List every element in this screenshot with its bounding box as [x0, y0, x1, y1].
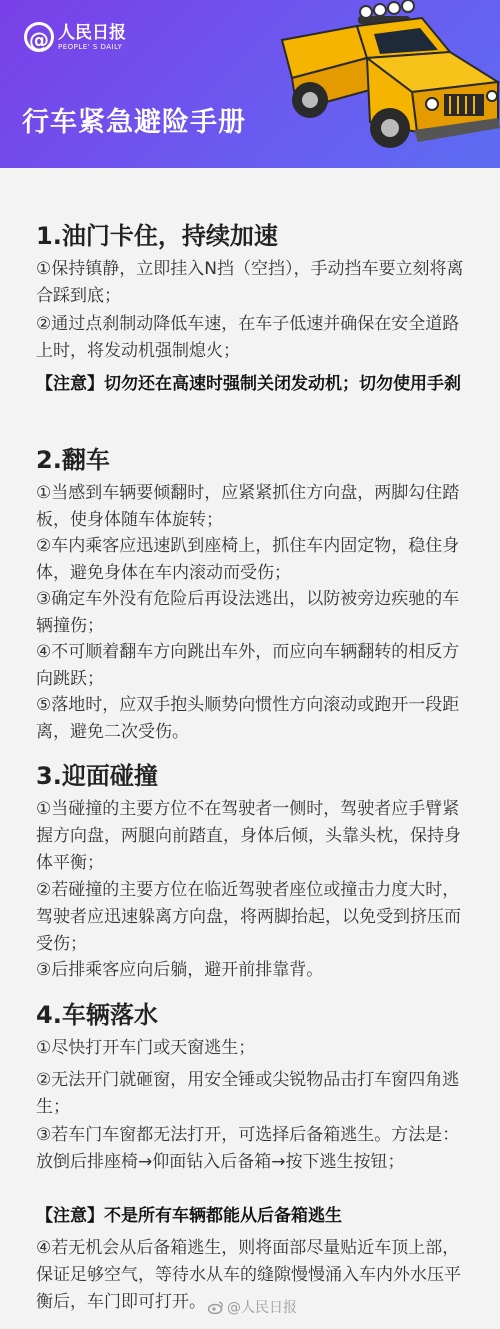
logo-name: 人民日报	[58, 22, 126, 43]
list-item: ②无法开门就砸窗，用安全锤或尖锐物品击打车窗四角逃生；	[36, 1070, 460, 1117]
list-item: ③确定车外没有危险后再设法逃出，以防被旁边疾驰的车辆撞伤；	[36, 589, 460, 636]
list-item: ②通过点刹制动降低车速，在车子低速并确保在安全道路上时，将发动机强制熄火；	[36, 314, 460, 361]
at-icon: @	[24, 22, 54, 52]
list-item: ⑤落地时，应双手抱头顺势向惯性方向滚动或跑开一段距离，避免二次受伤。	[36, 695, 460, 742]
warning-note: 【注意】切勿还在高速时强制关闭发动机；切勿使用手刹	[36, 374, 461, 394]
section-title: 2.翻车	[36, 446, 110, 474]
section-title: 4.车辆落水	[36, 1001, 158, 1029]
header-banner	[0, 0, 500, 168]
list-item: ②若碰撞的主要方位在临近驾驶者座位或撞击力度大时，驾驶者应迅速躲离方向盘，将两脚抬起，以免受到挤压而受伤；	[36, 880, 461, 954]
list-item: ①保持镇静，立即挂入N挡（空挡），手动挡车要立刻将离合踩到底；	[36, 259, 464, 306]
list-item: ③后排乘客应向后躺，避开前排靠背。	[36, 960, 324, 980]
list-item: ①尽快打开车门或天窗逃生；	[36, 1038, 256, 1058]
section-title: 1.油门卡住，持续加速	[36, 222, 278, 250]
peoples-daily-logo	[24, 22, 126, 52]
page-title: 行车紧急避险手册	[22, 107, 246, 138]
pickup-truck-icon	[262, 0, 500, 158]
list-item: ①当碰撞的主要方位不在驾驶者一侧时，驾驶者应手臂紧握方向盘，两腿向前踏直，身体后倾，头靠头枕，保持身体平衡；	[36, 799, 461, 873]
list-item: ②车内乘客应迅速趴到座椅上，抓住车内固定物，稳住身体，避免身体在车内滚动而受伤；	[36, 536, 460, 583]
weibo-watermark	[208, 1297, 297, 1317]
weibo-icon	[208, 1301, 224, 1314]
logo-english: PEOPLE' S DAILY	[58, 42, 123, 51]
list-item: ③若车门车窗都无法打开，可选择后备箱逃生。方法是：放倒后排座椅→仰面钻入后备箱→按下逃生按钮；	[36, 1125, 460, 1172]
list-item: ①当感到车辆要倾翻时，应紧紧抓住方向盘，两脚勾住踏板，使身体随车体旋转；	[36, 483, 460, 530]
warning-note: 【注意】不是所有车辆都能从后备箱逃生	[36, 1206, 342, 1226]
list-item: ④不可顺着翻车方向跳出车外，而应向车辆翻转的相反方向跳跃；	[36, 642, 460, 689]
list-item: ④若无机会从后备箱逃生，则将面部尽量贴近车顶上部，保证足够空气，等待水从车的缝隙慢慢涌入车内外水压平衡后，车门即可打开。	[36, 1238, 461, 1312]
section-title: 3.迎面碰撞	[36, 762, 158, 790]
watermark-text: @人民日报	[227, 1300, 297, 1316]
